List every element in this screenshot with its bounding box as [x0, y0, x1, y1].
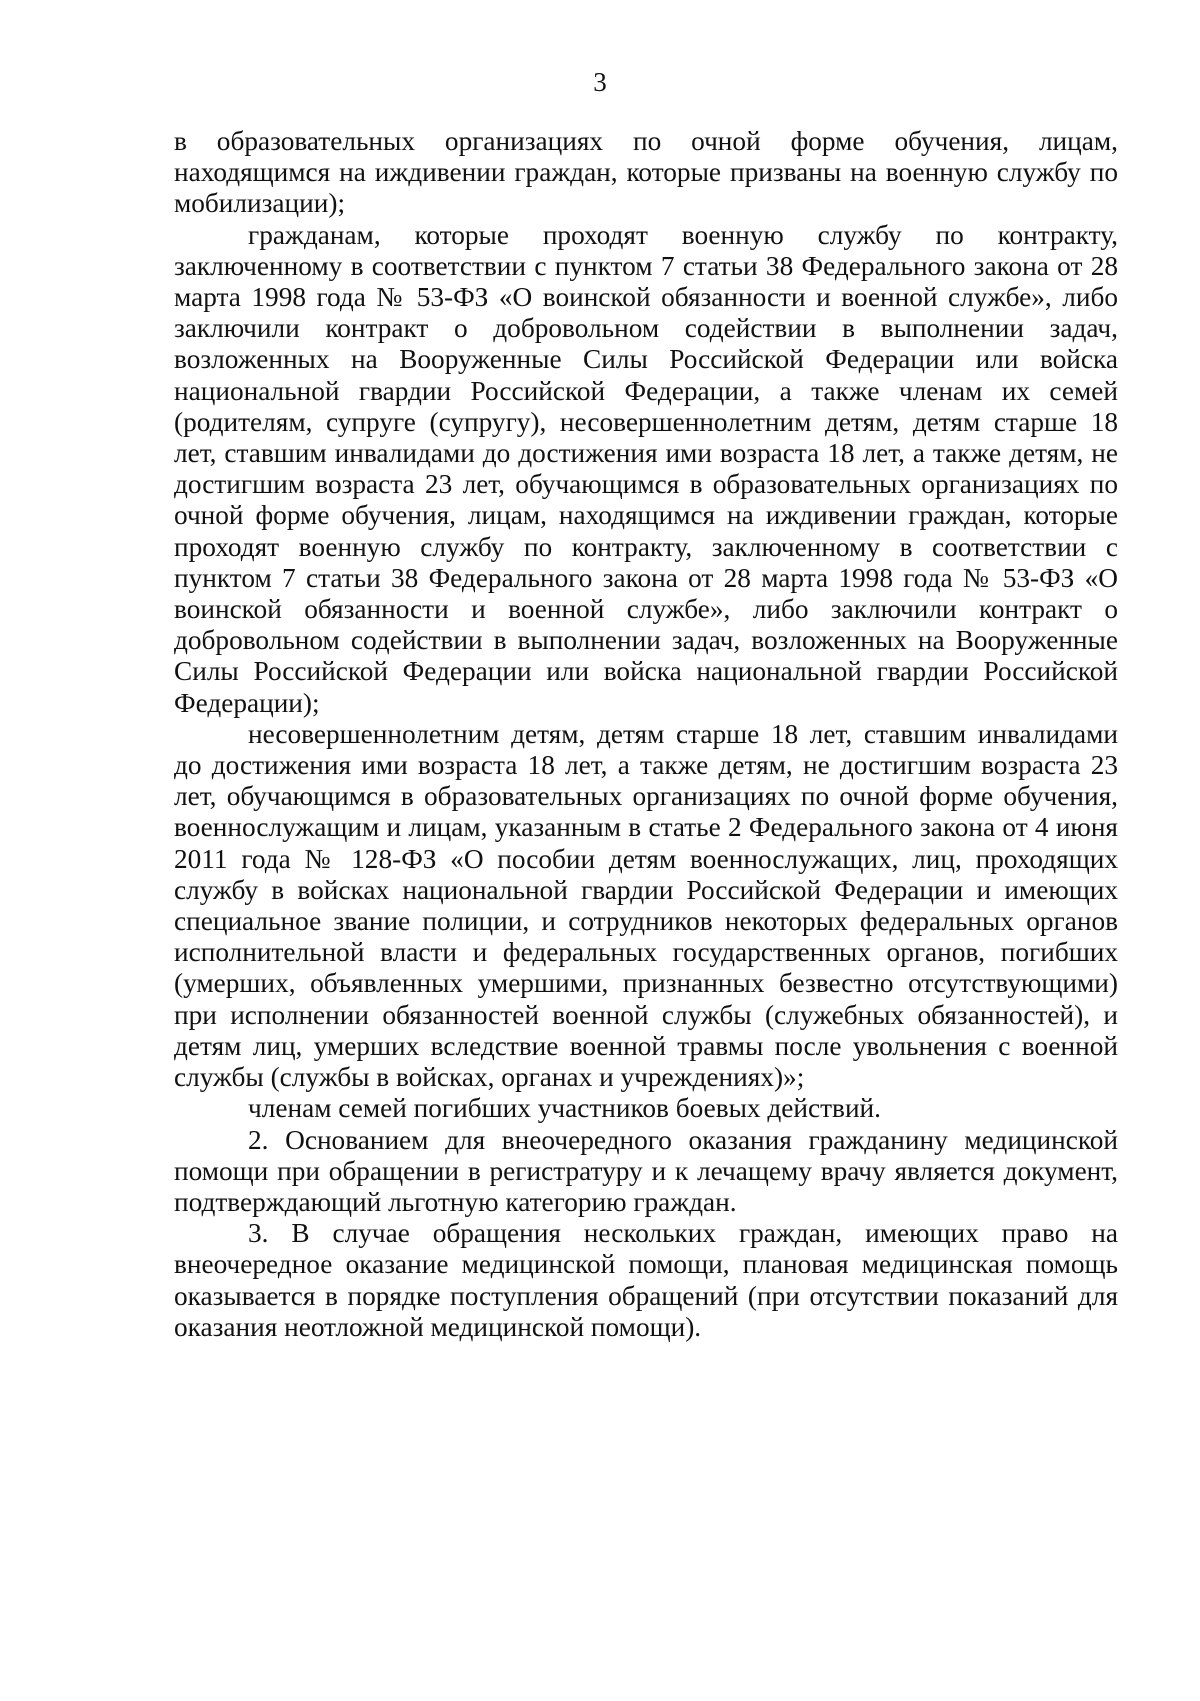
paragraph-contract-servicemen: гражданам, которые проходят военную службу по контракту, заключенному в соответствии с пунктом 7 статьи 38 Федерального закона от 28 марта 1998 года № 53-ФЗ «О воинской обязанности и военной службе», либо заключили контракт о добровольном содействии в выполнении задач, возложенных на Вооруженные Силы Российской Федерации или войска национальной гвардии Российской Федерации, а также членам их семей (родителям, супруге (супругу), несовершеннолетним детям, детям старше 18 лет, ставшим инвалидами до достижения ими возраста 18 лет, а также детям, не достигшим возраста 23 лет, обучающимся в образовательных организациях по очной форме обучения, лицам, находящимся на иждивении граждан, которые проходят военную службу по контракту, заключенному в соответствии с пунктом 7 статьи 38 Федерального закона от 28 марта 1998 года № 53-ФЗ «О воинской обязанности и военной службе», либо заключили контракт о добровольном содействии в выполнении задач, возложенных на Вооруженные Силы Российской Федерации или войска национальной гвардии Российской Федерации); [174, 219, 1118, 718]
paragraph-children-of-servicemen: несовершеннолетним детям, детям старше 18 лет, ставшим инвалидами до достижения ими возраста 18 лет, а также детям, не достигшим возраста 23 лет, обучающимся в образовательных организациях по очной форме обучения, военнослужащим и лицам, указанным в статье 2 Федерального закона от 4 июня 2011 года № 128-ФЗ «О пособии детям военнослужащих, лиц, проходящих службу в войсках национальной гвардии Российской Федерации и имеющих специальное звание полиции, и сотрудников некоторых федеральных органов исполнительной власти и федеральных государственных органов, погибших (умерших, объявленных умершими, признанных безвестно отсутствующими) при исполнении обязанностей военной службы (служебных обязанностей), и детям лиц, умерших вследствие военной травмы после увольнения с военной службы (службы в войсках, органах и учреждениях)»; [174, 718, 1118, 1093]
document-body [174, 126, 1118, 1343]
page-number: 3 [593, 67, 607, 97]
paragraph-continuation: в образовательных организациях по очной форме обучения, лицам, находящимся на иждивении граждан, которые призваны на военную службу по мобилизации); [174, 126, 1118, 219]
paragraph-item-2: 2. Основанием для внеочередного оказания гражданину медицинской помощи при обращении в регистратуру и к лечащему врачу является документ, подтверждающий льготную категорию граждан. [174, 1124, 1118, 1217]
paragraph-item-3: 3. В случае обращения нескольких граждан, имеющих право на внеочередное оказание медицинской помощи, плановая медицинская помощь оказывается в порядке поступления обращений (при отсутствии показаний для оказания неотложной медицинской помощи). [174, 1218, 1118, 1342]
paragraph-families-of-fallen: членам семей погибших участников боевых действий. [248, 1093, 881, 1124]
